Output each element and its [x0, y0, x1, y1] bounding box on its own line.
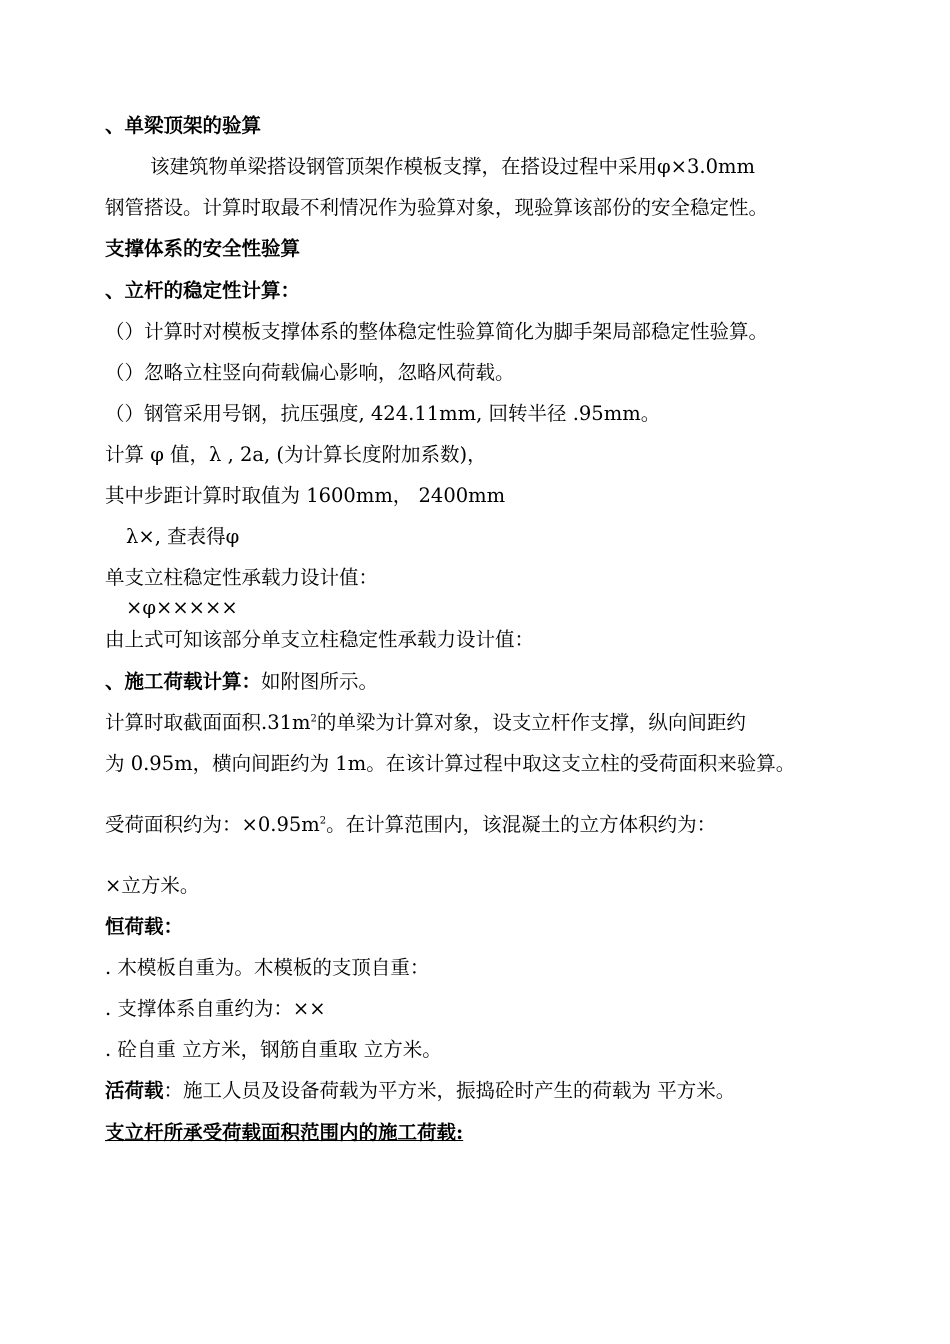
section-object-text: 的单梁为计算对象，设支立杆作支撑，纵向间距约	[316, 711, 746, 734]
dead-load-item-1: . 木模板自重为。木模板的支顶自重：	[105, 956, 430, 979]
phi-calculation-line: 计算 φ 值，λ , 2a, (为计算长度附加系数)，	[105, 443, 487, 466]
single-column-capacity-label: 单支立柱稳定性承载力设计值：	[105, 566, 379, 589]
construction-load-text: 如附图所示。	[261, 670, 379, 693]
live-load-line	[105, 1079, 735, 1103]
capacity-formula-line: ×φ×××××	[126, 596, 238, 619]
step-distance-line: 其中步距计算时取值为 1600mm， 2400mm	[105, 484, 506, 507]
dead-load-item-3: . 砼自重 立方米，钢筋自重取 立方米。	[105, 1038, 442, 1061]
loaded-area-line	[105, 813, 716, 837]
live-load-text: ：施工人员及设备荷载为平方米，振捣砼时产生的荷载为 平方米。	[163, 1079, 736, 1102]
loaded-area-text: 受荷面积约为：×0.95m	[105, 813, 320, 836]
construction-load-line	[105, 670, 378, 694]
concrete-volume-line: ×立方米。	[105, 874, 200, 897]
dead-load-item-2: . 支撑体系自重约为：××	[105, 997, 326, 1020]
assumption-item-3: （）钢管采用号钢，抗压强度, 424.11mm, 回转半径 .95mm。	[105, 402, 661, 425]
dead-load-heading: 恒荷载：	[105, 915, 184, 938]
intro-paragraph-line-1: 该建筑物单梁搭设钢管顶架作模板支撑，在搭设过程中采用φ×3.0mm	[150, 155, 755, 178]
section-area-text: 计算时取截面面积.31m	[105, 711, 311, 734]
heading-single-beam-check: 、单梁顶架的验算	[105, 114, 262, 137]
final-load-heading: 支立杆所承受荷载面积范围内的施工荷载:	[105, 1121, 464, 1144]
section-paragraph-line-1	[105, 711, 746, 735]
concrete-volume-intro-text: 。在计算范围内，该混凝土的立方体积约为：	[326, 813, 717, 836]
capacity-conclusion-line: 由上式可知该部分单支立柱稳定性承载力设计值：	[105, 628, 535, 651]
lambda-lookup-line: λ×, 查表得φ	[126, 525, 240, 548]
assumption-item-1: （）计算时对模板支撑体系的整体稳定性验算简化为脚手架局部稳定性验算。	[105, 320, 769, 343]
intro-paragraph-line-2: 钢管搭设。计算时取最不利情况作为验算对象，现验算该部份的安全稳定性。	[105, 196, 769, 219]
heading-pole-stability: 、立杆的稳定性计算：	[105, 279, 301, 302]
loaded-area-unit-superscript: 2	[319, 815, 327, 827]
section-paragraph-line-2: 为 0.95m，横向间距约为 1m。在该计算过程中取这支立柱的受荷面积来验算。	[105, 752, 796, 775]
heading-support-system-safety: 支撑体系的安全性验算	[105, 237, 301, 260]
construction-load-heading: 、施工荷载计算：	[105, 670, 262, 693]
section-area-unit-superscript: 2	[310, 713, 317, 725]
assumption-item-2: （）忽略立柱竖向荷载偏心影响，忽略风荷载。	[105, 361, 515, 384]
live-load-label: 活荷载	[105, 1079, 164, 1102]
